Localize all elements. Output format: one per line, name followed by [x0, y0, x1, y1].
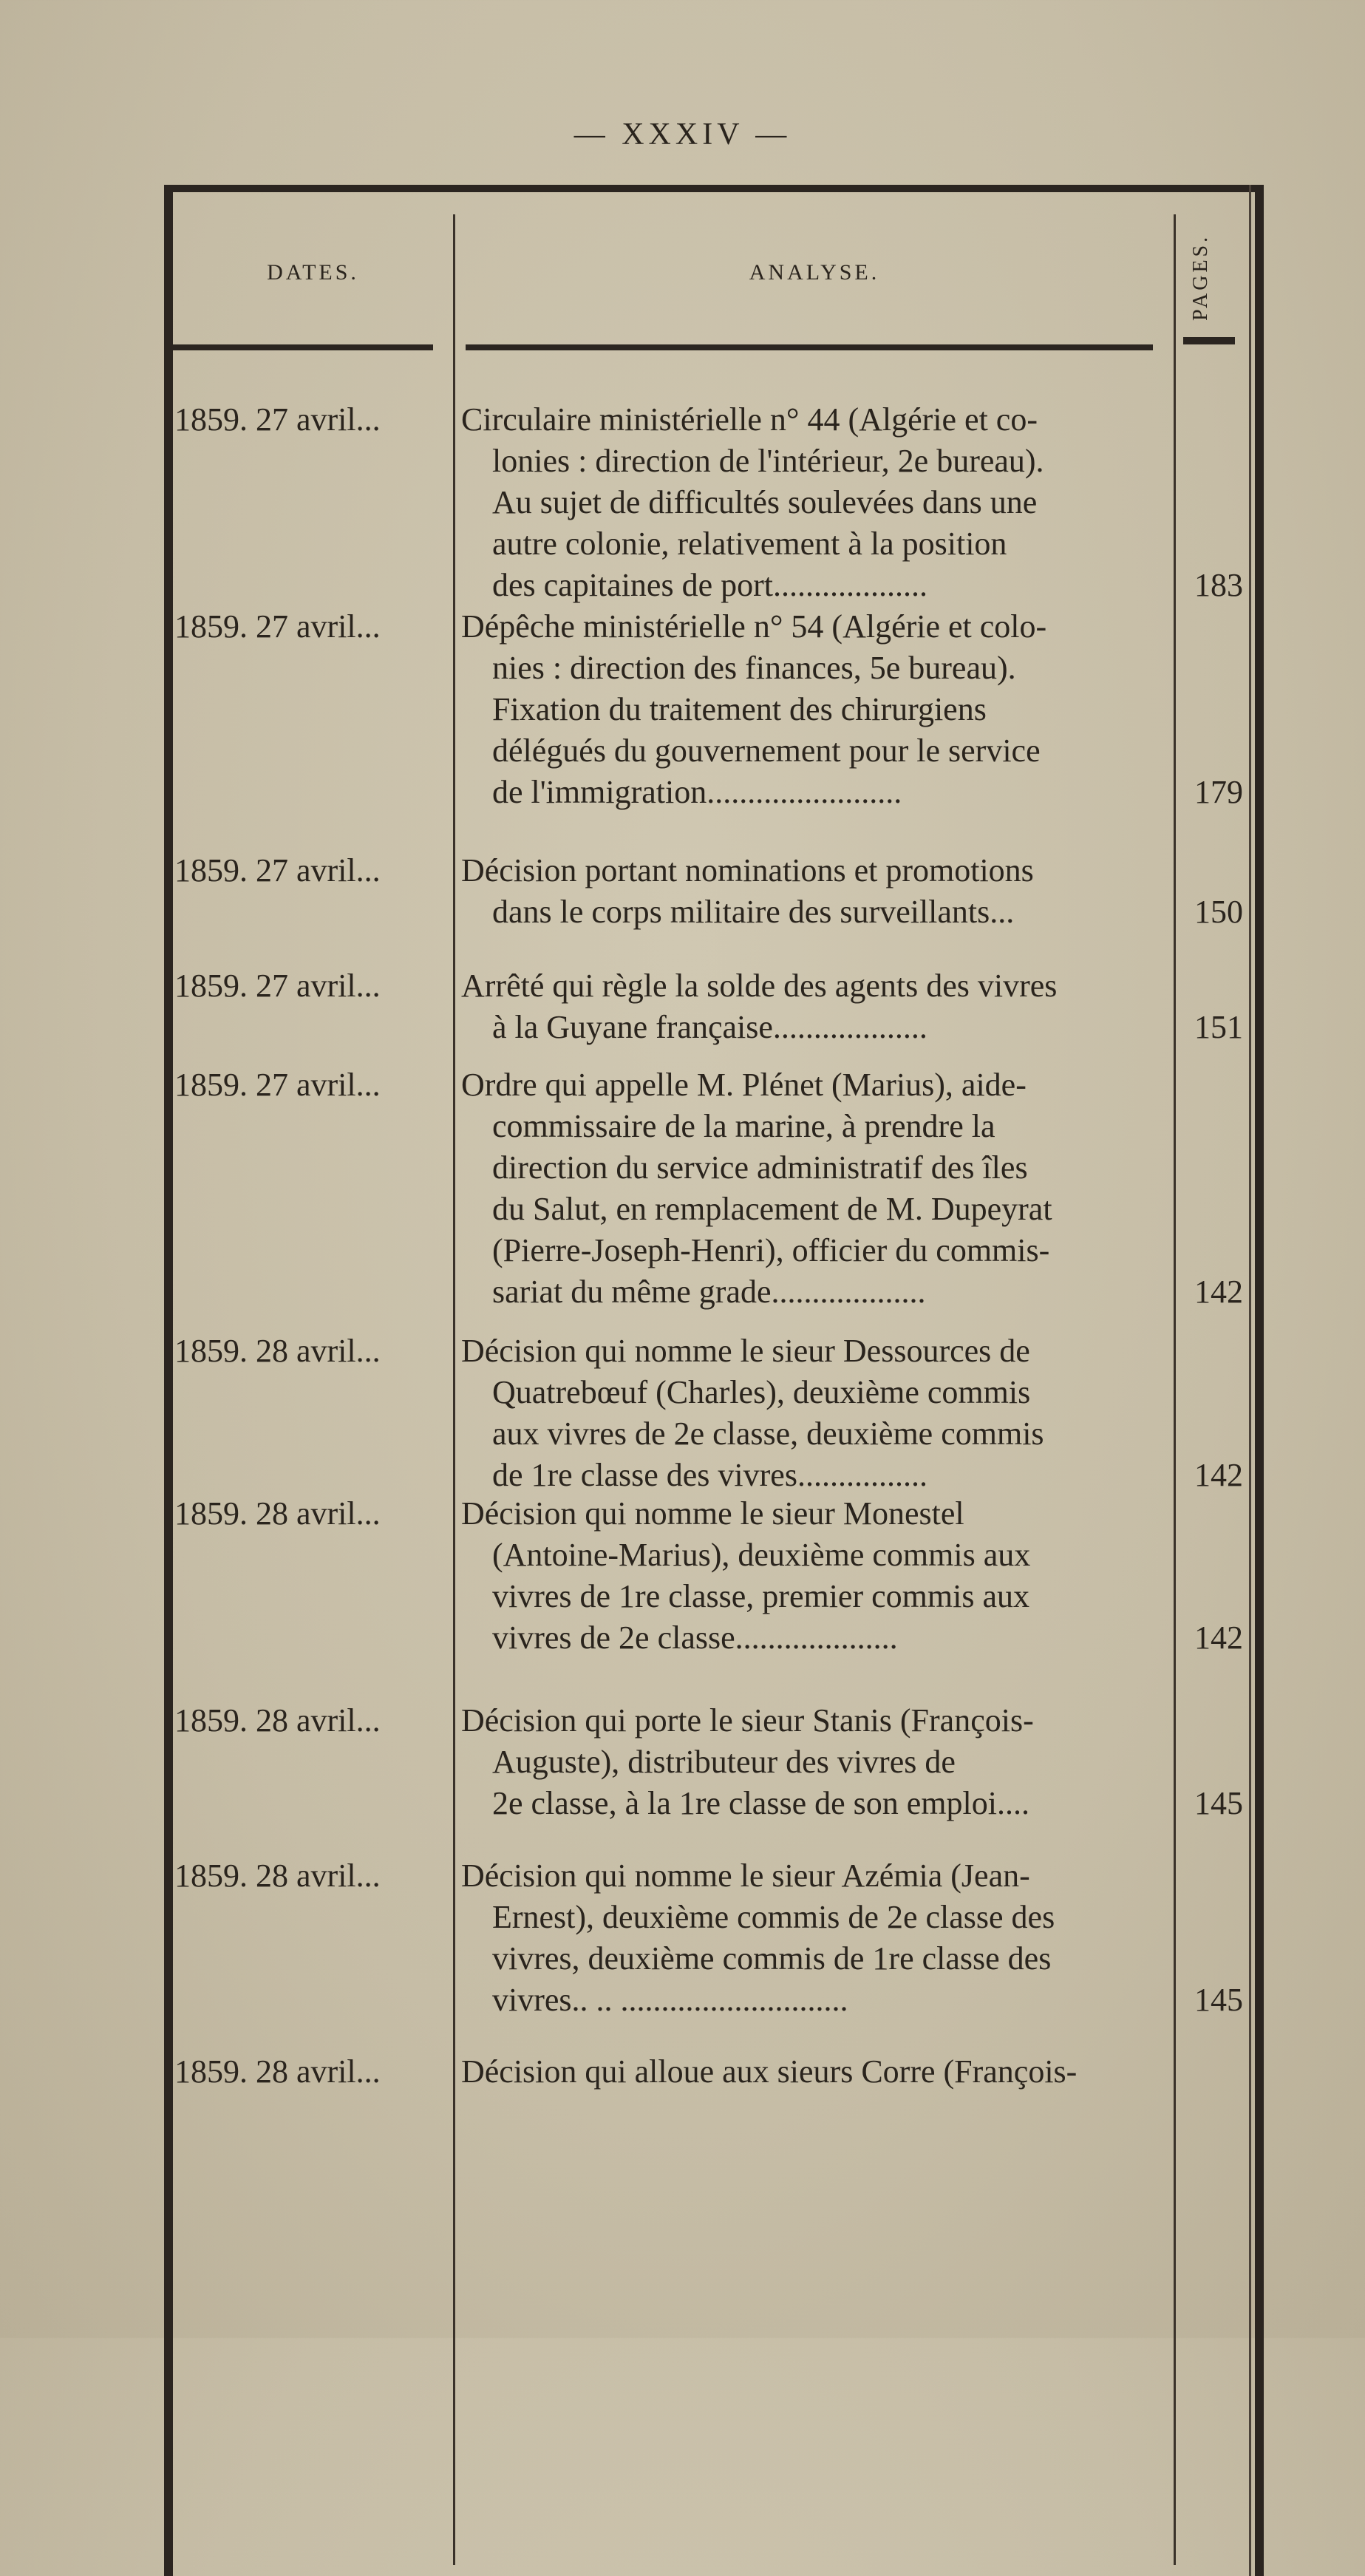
entry-analyse [461, 965, 1163, 1048]
analyse-line: nies : direction des finances, 5e bureau). [492, 650, 1016, 686]
analyse-line: vivres de 2e classe.................... [492, 1620, 898, 1656]
entry-page: 183 [1194, 567, 1243, 603]
analyse-line: lonies : direction de l'intérieur, 2e bureau). [492, 443, 1044, 479]
column-rule-dates [453, 214, 455, 2565]
entry-analyse [461, 1493, 1163, 1659]
entry-date: 1859. 27 avril... [174, 1067, 381, 1103]
entry-page: 150 [1194, 894, 1243, 930]
header-analyse: ANALYSE. [749, 260, 880, 285]
analyse-line: autre colonie, relativement à la position [492, 526, 1007, 562]
header-pages: PAGES. [1189, 234, 1212, 321]
analyse-line: à la Guyane française................... [492, 1009, 927, 1045]
entry-date: 1859. 28 avril... [174, 1702, 381, 1739]
analyse-line: Décision portant nominations et promotions [461, 852, 1034, 888]
entry-analyse [461, 399, 1163, 606]
entry-date: 1859. 28 avril... [174, 1333, 381, 1369]
analyse-line: (Pierre-Joseph-Henri), officier du commis- [492, 1232, 1050, 1268]
analyse-line: Ernest), deuxième commis de 2e classe des [492, 1899, 1055, 1935]
entry-page: 142 [1194, 1274, 1243, 1310]
analyse-line: 2e classe, à la 1re classe de son emploi.... [492, 1785, 1029, 1821]
analyse-line: de l'immigration........................ [492, 774, 902, 810]
analyse-line: Décision qui nomme le sieur Azémia (Jean- [461, 1858, 1030, 1894]
entry-analyse [461, 1855, 1163, 2021]
entry-date: 1859. 28 avril... [174, 2053, 381, 2090]
analyse-line: Ordre qui appelle M. Plénet (Marius), aide- [461, 1067, 1027, 1103]
analyse-line: Auguste), distributeur des vivres de [492, 1744, 956, 1780]
analyse-line: vivres de 1re classe, premier commis aux [492, 1578, 1029, 1614]
analyse-line: vivres, deuxième commis de 1re classe des [492, 1940, 1052, 1977]
analyse-line: Arrêté qui règle la solde des agents des vivres [461, 968, 1058, 1004]
entry-date: 1859. 27 avril... [174, 968, 381, 1004]
analyse-line: Fixation du traitement des chirurgiens [492, 691, 987, 727]
column-rule-pages [1174, 214, 1176, 2565]
entry-page: 151 [1194, 1009, 1243, 1045]
analyse-line: délégués du gouvernement pour le service [492, 733, 1041, 769]
analyse-line: Quatrebœuf (Charles), deuxième commis [492, 1374, 1031, 1410]
analyse-line: du Salut, en remplacement de M. Dupeyrat [492, 1191, 1052, 1227]
entry-analyse [461, 2051, 1163, 2093]
analyse-line: direction du service administratif des îles [492, 1149, 1028, 1186]
analyse-line: vivres.. .. ............................ [492, 1982, 848, 2018]
entry-date: 1859. 28 avril... [174, 1858, 381, 1894]
analyse-line: commissaire de la marine, à prendre la [492, 1108, 995, 1144]
table-frame-left [164, 185, 173, 2576]
analyse-line: aux vivres de 2e classe, deuxième commis [492, 1416, 1044, 1452]
table-frame-top [164, 185, 1264, 192]
page-number: — XXXIV — [573, 118, 792, 152]
analyse-line: sariat du même grade................... [492, 1274, 926, 1310]
analyse-line: Circulaire ministérielle n° 44 (Algérie et co- [461, 401, 1038, 438]
table-frame-right [1255, 185, 1264, 2576]
entry-analyse [461, 1064, 1163, 1313]
entry-page: 145 [1194, 1785, 1243, 1821]
entry-date: 1859. 27 avril... [174, 852, 381, 888]
analyse-line: de 1re classe des vivres................ [492, 1457, 927, 1493]
entry-page: 179 [1194, 774, 1243, 810]
analyse-line: (Antoine-Marius), deuxième commis aux [492, 1537, 1031, 1573]
entry-analyse [461, 850, 1163, 933]
entry-page: 145 [1194, 1982, 1243, 2018]
entry-analyse [461, 1700, 1163, 1824]
header-rule-analyse [466, 344, 1153, 350]
entry-analyse [461, 1331, 1163, 1496]
analyse-line: Au sujet de difficultés soulevées dans une [492, 484, 1038, 520]
entry-page: 142 [1194, 1620, 1243, 1656]
analyse-line: Décision qui porte le sieur Stanis (François- [461, 1702, 1034, 1739]
analyse-line: des capitaines de port................... [492, 567, 927, 603]
analyse-line: Décision qui alloue aux sieurs Corre (François- [461, 2053, 1078, 2090]
header-dates: DATES. [267, 260, 359, 285]
analyse-line: Dépêche ministérielle n° 54 (Algérie et colo- [461, 608, 1047, 645]
header-rule-pages [1183, 337, 1235, 344]
analyse-line: dans le corps militaire des surveillants... [492, 894, 1015, 930]
entry-date: 1859. 27 avril... [174, 608, 381, 645]
entry-page: 142 [1194, 1457, 1243, 1493]
table-frame-right-inner [1249, 185, 1251, 2576]
analyse-line: Décision qui nomme le sieur Dessources de [461, 1333, 1030, 1369]
entry-date: 1859. 27 avril... [174, 401, 381, 438]
entry-date: 1859. 28 avril... [174, 1495, 381, 1532]
header-rule-dates [173, 344, 433, 350]
entry-analyse [461, 606, 1163, 813]
analyse-line: Décision qui nomme le sieur Monestel [461, 1495, 964, 1532]
